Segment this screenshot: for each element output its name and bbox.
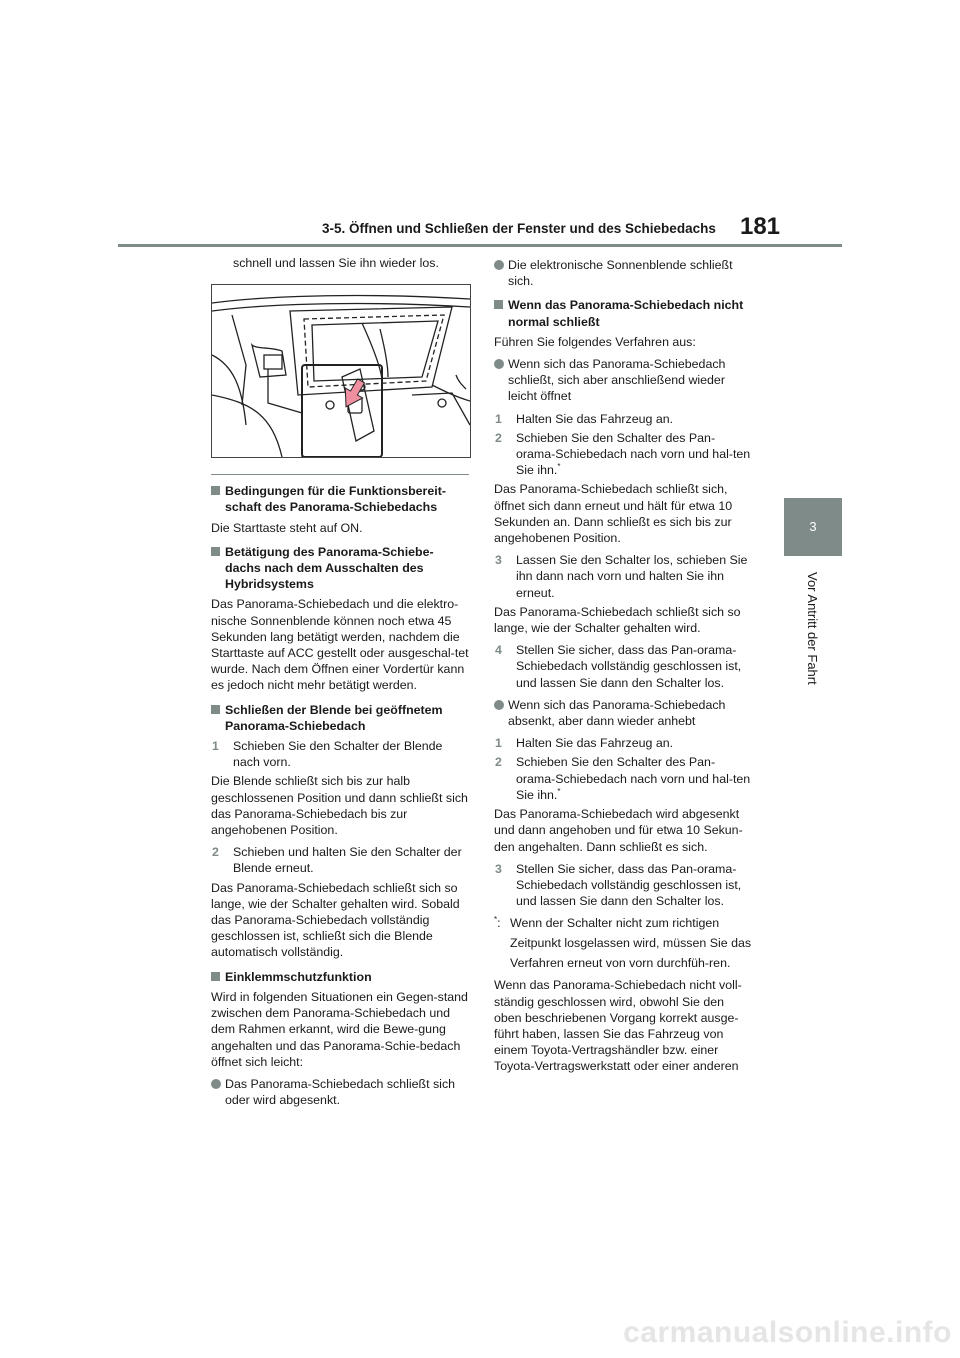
bullet-item: Wenn sich das Panorama-Schiebedach schließt, sich aber anschließend wieder leicht öffnet	[494, 356, 754, 405]
step-number: 2	[212, 845, 219, 860]
chapter-tab: 3	[784, 498, 842, 556]
paragraph: Wenn das Panorama-Schiebedach nicht voll-ständig geschlossen wird, obwohl Sie den oben beschriebenen Vorgang korrekt ausge-führt haben, lassen Sie das Fahrzeug von einem Toyota-Vertragshändler bzw. einer Toyota-Vertragswerkstatt oder einer anderen	[494, 978, 742, 1074]
paragraph: Das Panorama-Schiebedach und die elektro-nische Sonnenblende können noch etwa 45 Sekunden lang betätigt werden, nachdem die Starttaste auf ACC gestellt oder ausgeschal-tet wurde. Nach dem Öffnen einer Vordertür kann es jedoch nicht mehr betätigt werden.	[211, 597, 469, 693]
step-number: 2	[495, 430, 502, 445]
sunroof-switch-drawing	[212, 285, 470, 457]
step-item	[494, 754, 754, 803]
step-number: 1	[495, 736, 502, 751]
step-number: 3	[495, 861, 502, 876]
step-text: Halten Sie das Fahrzeug an.	[516, 411, 674, 426]
section-title: 3-5. Öffnen und Schließen der Fenster und des Schiebedachs	[322, 221, 716, 236]
step-text: Stellen Sie sicher, dass das Pan-orama-Schiebedach vollständig geschlossen ist, und lassen Sie dann den Schalter los.	[516, 643, 742, 690]
paragraph: Führen Sie folgendes Verfahren aus:	[494, 334, 696, 349]
heading-not-closing: Wenn das Panorama-Schiebedach nicht normal schließt	[494, 297, 754, 329]
heading-operating-conditions: Bedingungen für die Funktionsbereit-schaft des Panorama-Schiebedachs	[211, 483, 469, 515]
page-number: 181	[739, 213, 781, 240]
step-text: Schieben und halten Sie den Schalter der Blende erneut.	[233, 845, 462, 876]
footnote-marker: *	[557, 786, 561, 796]
step-number: 4	[495, 643, 502, 658]
step-item	[211, 844, 469, 876]
step-item	[494, 411, 754, 427]
watermark: carmanualsonline.info	[623, 1316, 952, 1349]
paragraph: Wird in folgenden Situationen ein Gegen-stand zwischen dem Panorama-Schiebedach und dem Rahmen erkannt, wird die Bewe-gung angehalten und das Panorama-Schie-bedach öffnet sich leicht:	[211, 989, 468, 1069]
step-number: 1	[212, 739, 219, 754]
paragraph: Die Blende schließt sich bis zur halb geschlossenen Position und dann schließt sich das Panorama-Schiebedach bis zur angehobenen Position.	[211, 774, 468, 838]
step-item	[494, 552, 754, 601]
step-text: Schieben Sie den Schalter des Pan-orama-Schiebedach nach vorn und hal-ten Sie ihn.	[516, 755, 751, 802]
sunroof-switch-illustration	[211, 284, 471, 458]
step-text: Stellen Sie sicher, dass das Pan-orama-Schiebedach vollständig geschlossen ist, und lassen Sie dann den Schalter los.	[516, 861, 742, 909]
right-column	[494, 255, 754, 1081]
step-text: Lassen Sie den Schalter los, schieben Sie ihn dann nach vorn und halten Sie ihn erneut.	[516, 553, 748, 600]
heading-close-shade: Schließen der Blende bei geöffnetem Panorama-Schiebedach	[211, 702, 469, 734]
chapter-title: Vor Antritt der Fahrt	[805, 572, 820, 685]
step-item	[494, 642, 754, 691]
bullet-item: Das Panorama-Schiebedach schließt sich oder wird abgesenkt.	[211, 1076, 469, 1108]
step-item	[494, 735, 754, 751]
bullet-item: Wenn sich das Panorama-Schiebedach absenkt, aber dann wieder anhebt	[494, 697, 754, 729]
step-item	[211, 738, 469, 770]
heading-jam-protection: Einklemmschutzfunktion	[211, 969, 469, 985]
paragraph: Das Panorama-Schiebedach wird abgesenkt und dann angehoben und für etwa 10 Sekun-den angehalten. Dann schließt es sich.	[494, 807, 743, 854]
step-number: 1	[495, 411, 502, 426]
intro-text: schnell und lassen Sie ihn wieder los.	[233, 256, 439, 270]
heading-after-hybrid-off: Betätigung des Panorama-Schiebe-dachs nach dem Ausschalten des Hybridsystems	[211, 544, 469, 593]
footnote	[494, 913, 754, 973]
step-text: Schieben Sie den Schalter des Pan-orama-Schiebedach nach vorn und hal-ten Sie ihn.	[516, 430, 751, 478]
step-number: 2	[495, 755, 502, 770]
step-number: 3	[495, 553, 502, 568]
step-item	[494, 861, 754, 910]
paragraph: Die Starttaste steht auf ON.	[211, 520, 363, 535]
section-divider	[211, 474, 469, 475]
paragraph: Das Panorama-Schiebedach schließt sich, öffnet sich dann erneut und hält für etwa 10 Sekunden an. Dann schließt es sich bis zur angehobenen Position.	[494, 482, 733, 546]
footnote-mark: *:	[494, 915, 501, 931]
step-item	[494, 430, 754, 479]
footnote-text: Wenn der Schalter nicht zum richtigen Zeitpunkt losgelassen wird, müssen Sie das Verfahren erneut von vorn durchfüh-ren.	[510, 916, 752, 971]
paragraph: Das Panorama-Schiebedach schließt sich so lange, wie der Schalter gehalten wird.	[494, 604, 741, 636]
paragraph: Das Panorama-Schiebedach schließt sich so lange, wie der Schalter gehalten wird. Sobald das Panorama-Schiebedach vollständig geschlossen ist, schließt sich die Blende automatisch vollständig.	[211, 880, 460, 960]
left-column	[211, 255, 469, 1114]
footnote-marker: *	[557, 462, 561, 472]
step-text: Halten Sie das Fahrzeug an.	[516, 736, 674, 751]
header-rule	[118, 244, 842, 247]
step-text: Schieben Sie den Schalter der Blende nach vorn.	[233, 739, 443, 770]
bullet-item: Die elektronische Sonnenblende schließt sich.	[494, 257, 754, 289]
